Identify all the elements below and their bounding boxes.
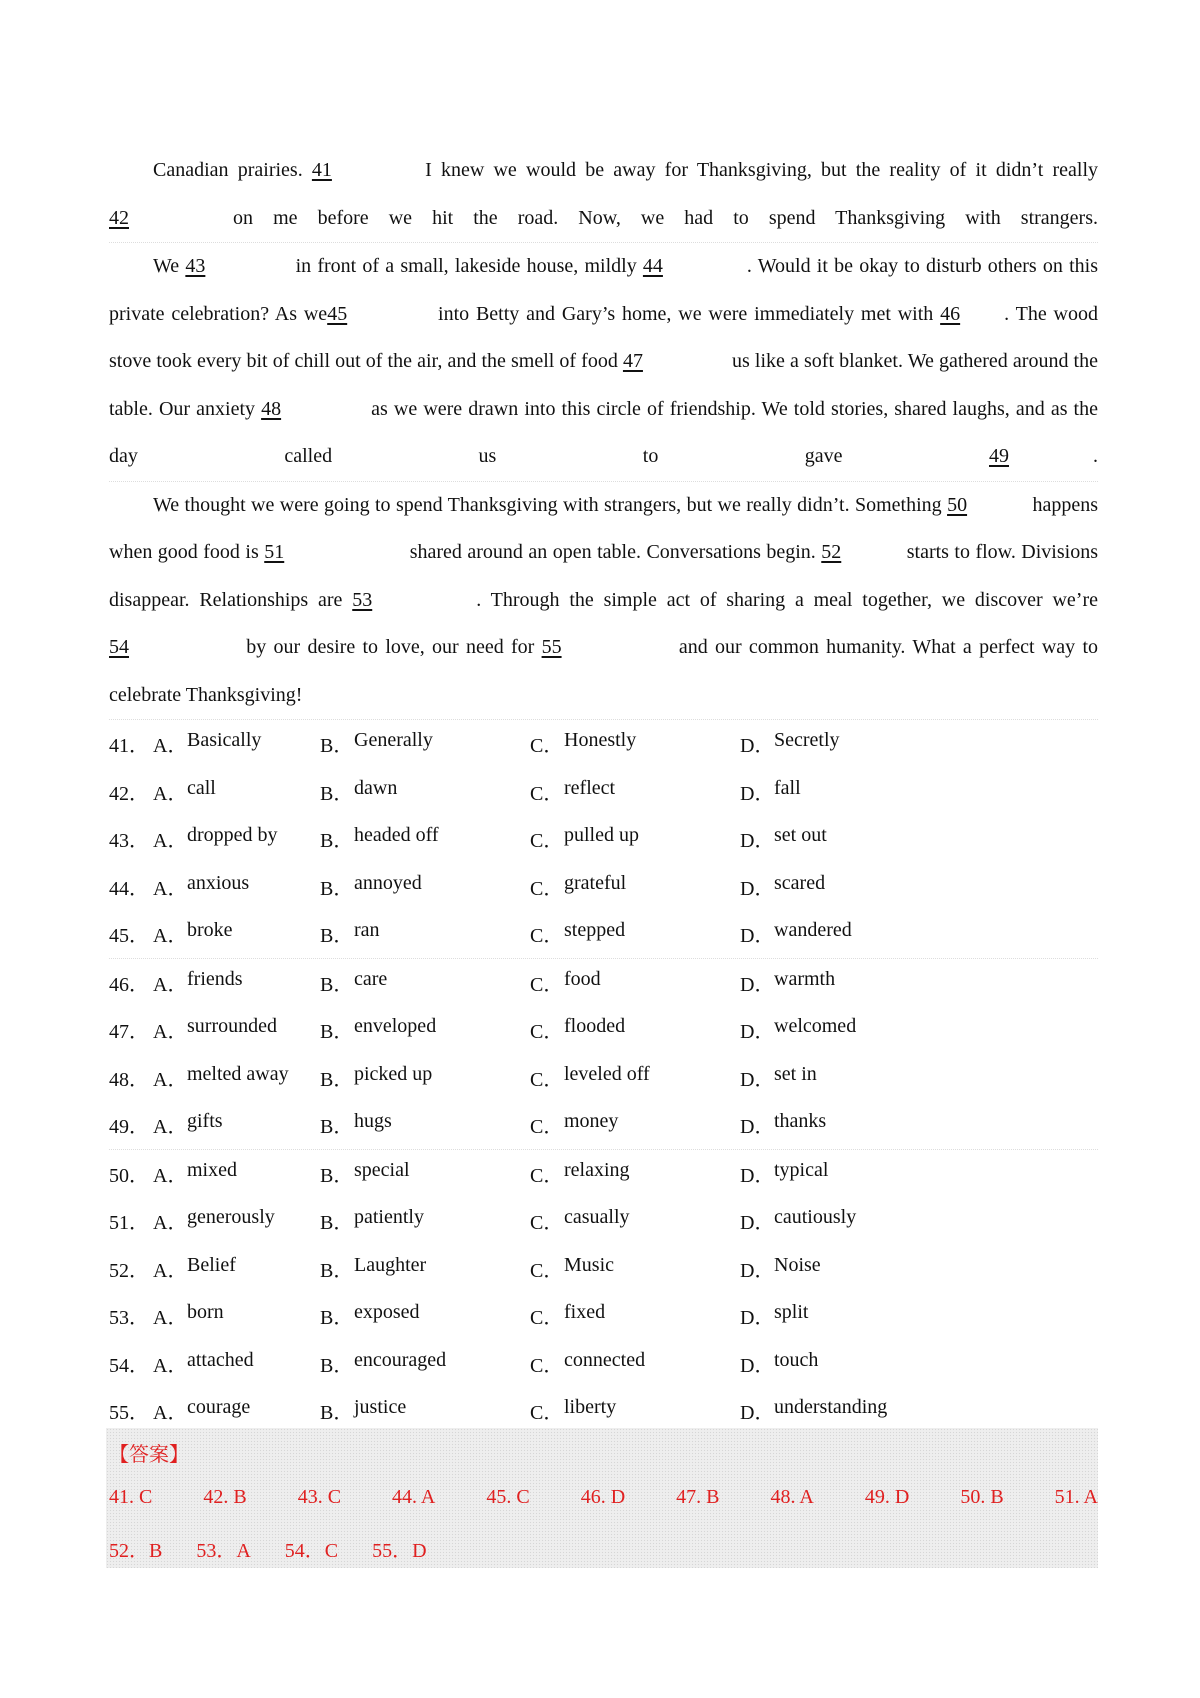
option-text: broke xyxy=(187,919,233,942)
passage-text: I knew we would be away for Thanksgiving, but the reality of it didn’t really xyxy=(415,159,1098,181)
question-number: 51． xyxy=(109,1212,149,1235)
question-number: 43． xyxy=(109,830,149,853)
option-text: surrounded xyxy=(187,1015,277,1038)
option-b xyxy=(320,1110,530,1139)
option-text: Belief xyxy=(187,1253,236,1276)
option-letter: D． xyxy=(740,925,775,948)
option-c xyxy=(530,1349,740,1378)
question-number: 41． xyxy=(109,735,149,758)
passage-text: . Through the simple act of sharing a meal together, we discover we’re xyxy=(476,588,1098,611)
answer-item: 51. A xyxy=(1054,1486,1098,1508)
option-c xyxy=(530,729,740,758)
passage-paragraph xyxy=(109,147,1098,243)
question-row xyxy=(109,1150,1098,1198)
option-c xyxy=(530,1015,740,1044)
passage-text: into Betty and Gary’s home, we were immediately met with xyxy=(431,302,941,325)
blank-51: 51 xyxy=(264,541,285,563)
option-text: Generally xyxy=(354,729,433,752)
answer-box xyxy=(106,1428,1098,1568)
passage-text: We thought we were going to spend Thanksgiving with strangers, but we really didn’t. Something xyxy=(153,493,948,516)
document-page xyxy=(109,147,1098,1436)
option-text: split xyxy=(774,1301,809,1324)
option-text: fixed xyxy=(564,1301,606,1324)
option-b xyxy=(320,777,530,806)
option-text: dropped by xyxy=(187,824,278,847)
option-c xyxy=(530,1254,740,1283)
passage-text: . xyxy=(1093,445,1098,467)
option-text: relaxing xyxy=(564,1158,630,1181)
option-b xyxy=(320,824,530,853)
answer-item: 42. B xyxy=(203,1486,247,1508)
blank-42: 42 xyxy=(109,206,129,229)
option-letter: A． xyxy=(153,973,188,996)
option-d xyxy=(740,1015,856,1044)
option-letter: B． xyxy=(320,1068,354,1091)
option-letter: B． xyxy=(320,925,354,948)
option-letter: A． xyxy=(153,1402,188,1425)
passage-text: . The wood stove took every bit of chill out of the air, and the smell of food xyxy=(109,302,1098,372)
option-d xyxy=(740,824,827,853)
blank-46: 46 xyxy=(940,302,961,325)
passage-text: Canadian prairies. xyxy=(153,159,312,181)
option-c xyxy=(530,872,740,901)
option-letter: A． xyxy=(153,782,188,805)
option-d xyxy=(740,1301,808,1330)
option-letter: C． xyxy=(530,830,564,853)
passage-text: on me before we hit the road. Now, we had to spend Thanksgiving with strangers. xyxy=(213,206,1098,229)
passage-text: . Would it be okay to disturb others on this private celebration? As we xyxy=(109,255,1098,325)
option-letter: C． xyxy=(530,973,564,996)
option-letter: D． xyxy=(740,830,775,853)
option-a xyxy=(153,1159,320,1188)
answer-item: 41. C xyxy=(109,1486,153,1508)
question-number: 45． xyxy=(109,925,149,948)
option-letter: B． xyxy=(320,1164,354,1187)
option-text: Laughter xyxy=(354,1253,427,1276)
option-letter: B． xyxy=(320,1354,354,1377)
answer-item: 45. C xyxy=(486,1486,530,1508)
option-b xyxy=(320,1396,530,1425)
option-letter: A． xyxy=(153,925,188,948)
option-d xyxy=(740,872,825,901)
option-text: generously xyxy=(187,1206,275,1229)
option-b xyxy=(320,919,530,948)
passage xyxy=(109,147,1098,720)
option-letter: B． xyxy=(320,735,354,758)
option-a xyxy=(153,1301,320,1330)
answer-item: 46. D xyxy=(580,1486,626,1508)
blank-52: 52 xyxy=(821,541,842,563)
blank-49: 49 xyxy=(989,445,1009,467)
option-a xyxy=(153,729,320,758)
option-d xyxy=(740,968,835,997)
option-text: set out xyxy=(774,824,827,847)
question-number: 49． xyxy=(109,1116,149,1139)
question-number: 42． xyxy=(109,782,149,805)
question-number: 44． xyxy=(109,877,149,900)
option-text: scared xyxy=(774,871,826,894)
option-c xyxy=(530,777,740,806)
option-letter: A． xyxy=(153,1259,188,1282)
option-c xyxy=(530,824,740,853)
option-text: fall xyxy=(774,776,801,799)
option-letter: C． xyxy=(530,1021,564,1044)
question-row xyxy=(109,1101,1098,1150)
blank-54: 54 xyxy=(109,636,129,658)
option-text: leveled off xyxy=(564,1062,650,1085)
option-letter: A． xyxy=(153,1307,188,1330)
option-text: friends xyxy=(187,967,243,990)
option-text: set in xyxy=(774,1062,817,1085)
option-letter: C． xyxy=(530,782,564,805)
answer-item: 47. B xyxy=(676,1486,720,1508)
option-letter: C． xyxy=(530,1116,564,1139)
option-a xyxy=(153,1110,320,1139)
passage-text: us like a soft blanket. We gathered around the table. Our anxiety xyxy=(109,350,1098,420)
blank-55: 55 xyxy=(541,636,562,658)
option-text: special xyxy=(354,1158,410,1181)
option-b xyxy=(320,1015,530,1044)
option-text: cautiously xyxy=(774,1206,857,1229)
question-number: 50． xyxy=(109,1164,149,1187)
option-a xyxy=(153,919,320,948)
option-b xyxy=(320,1159,530,1188)
passage-paragraph xyxy=(109,482,1098,721)
option-d xyxy=(740,729,840,758)
question-number: 46． xyxy=(109,973,149,996)
option-letter: C． xyxy=(530,1212,564,1235)
option-letter: D． xyxy=(740,1354,775,1377)
question-row xyxy=(109,1245,1098,1293)
option-text: warmth xyxy=(774,967,836,990)
option-letter: D． xyxy=(740,1116,775,1139)
answer-item: 44. A xyxy=(392,1486,436,1508)
blank-43: 43 xyxy=(185,255,206,277)
option-c xyxy=(530,968,740,997)
option-letter: C． xyxy=(530,735,564,758)
question-row xyxy=(109,910,1098,959)
question-row xyxy=(109,815,1098,863)
option-letter: C． xyxy=(530,1164,564,1187)
option-letter: B． xyxy=(320,1212,354,1235)
blank-50: 50 xyxy=(947,493,968,516)
passage-paragraph xyxy=(109,243,1098,482)
option-d xyxy=(740,1110,826,1139)
question-row xyxy=(109,959,1098,1007)
option-letter: D． xyxy=(740,1212,775,1235)
option-text: touch xyxy=(774,1348,819,1371)
option-letter: A． xyxy=(153,1164,188,1187)
option-text: welcomed xyxy=(774,1015,857,1038)
answer-row-1 xyxy=(109,1486,1098,1509)
answer-item: 48. A xyxy=(770,1486,814,1508)
option-text: Secretly xyxy=(774,729,840,752)
option-a xyxy=(153,1063,320,1092)
option-letter: D． xyxy=(740,973,775,996)
option-b xyxy=(320,1063,530,1092)
option-text: Music xyxy=(564,1253,614,1276)
option-letter: C． xyxy=(530,1307,564,1330)
option-letter: B． xyxy=(320,973,354,996)
option-text: casually xyxy=(564,1206,630,1229)
option-b xyxy=(320,872,530,901)
option-b xyxy=(320,968,530,997)
answer-item: 43. C xyxy=(297,1486,342,1508)
option-text: Honestly xyxy=(564,729,637,752)
option-d xyxy=(740,1159,828,1188)
option-letter: C． xyxy=(530,1068,564,1091)
question-number: 54． xyxy=(109,1354,149,1377)
option-text: thanks xyxy=(774,1110,827,1133)
question-row xyxy=(109,1054,1098,1102)
option-a xyxy=(153,872,320,901)
option-text: anxious xyxy=(187,871,250,894)
option-letter: A． xyxy=(153,735,188,758)
option-letter: D． xyxy=(740,735,775,758)
option-text: Noise xyxy=(774,1253,821,1276)
option-text: picked up xyxy=(354,1062,433,1085)
option-letter: D． xyxy=(740,1068,775,1091)
question-number: 52． xyxy=(109,1259,149,1282)
option-text: stepped xyxy=(564,919,626,942)
question-row xyxy=(109,768,1098,816)
option-letter: D． xyxy=(740,1259,775,1282)
option-text: hugs xyxy=(354,1110,392,1133)
option-d xyxy=(740,777,801,806)
answer-item: 53．A xyxy=(196,1540,251,1562)
answer-item: 50. B xyxy=(960,1486,1004,1508)
option-c xyxy=(530,1396,740,1425)
option-letter: C． xyxy=(530,1402,564,1425)
question-row xyxy=(109,1006,1098,1054)
option-a xyxy=(153,1349,320,1378)
passage-text: starts to flow. Divisions disappear. Relationships are xyxy=(109,541,1098,611)
blank-45: 45 xyxy=(327,302,348,325)
blank-48: 48 xyxy=(261,397,282,420)
option-a xyxy=(153,968,320,997)
option-b xyxy=(320,729,530,758)
option-b xyxy=(320,1301,530,1330)
option-d xyxy=(740,1254,821,1283)
option-text: justice xyxy=(354,1396,407,1419)
option-text: gifts xyxy=(187,1110,223,1133)
passage-text: shared around an open table. Conversations begin. xyxy=(404,541,822,563)
option-text: melted away xyxy=(187,1062,289,1085)
option-text: born xyxy=(187,1301,224,1324)
option-letter: A． xyxy=(153,830,188,853)
option-text: attached xyxy=(187,1348,254,1371)
option-b xyxy=(320,1254,530,1283)
question-row xyxy=(109,1340,1098,1388)
answer-title: 【答案】 xyxy=(109,1442,189,1466)
question-row xyxy=(109,863,1098,911)
option-text: wandered xyxy=(774,919,852,942)
option-a xyxy=(153,824,320,853)
option-a xyxy=(153,1015,320,1044)
option-letter: B． xyxy=(320,877,354,900)
option-text: connected xyxy=(564,1348,646,1371)
option-text: pulled up xyxy=(564,824,639,847)
question-number: 55． xyxy=(109,1402,149,1425)
option-text: understanding xyxy=(774,1396,888,1419)
question-row xyxy=(109,1197,1098,1245)
option-text: patiently xyxy=(354,1206,424,1229)
option-d xyxy=(740,1349,818,1378)
option-letter: D． xyxy=(740,877,775,900)
passage-text: by our desire to love, our need for xyxy=(239,636,542,658)
blank-47: 47 xyxy=(622,350,643,372)
option-letter: C． xyxy=(530,1354,564,1377)
option-letter: C． xyxy=(530,877,564,900)
question-number: 48． xyxy=(109,1068,149,1091)
option-letter: B． xyxy=(320,1307,354,1330)
option-d xyxy=(740,1206,856,1235)
option-a xyxy=(153,777,320,806)
passage-text: as we were drawn into this circle of friendship. We told stories, shared laughs, and as the day called us to gave xyxy=(109,397,1098,467)
option-letter: C． xyxy=(530,925,564,948)
option-letter: B． xyxy=(320,1402,354,1425)
option-text: mixed xyxy=(187,1158,237,1181)
option-c xyxy=(530,1206,740,1235)
option-b xyxy=(320,1206,530,1235)
option-letter: B． xyxy=(320,1259,354,1282)
option-letter: B． xyxy=(320,830,354,853)
option-text: headed off xyxy=(354,824,439,847)
option-letter: A． xyxy=(153,877,188,900)
option-letter: A． xyxy=(153,1116,188,1139)
option-text: exposed xyxy=(354,1301,420,1324)
option-c xyxy=(530,1159,740,1188)
option-text: reflect xyxy=(564,776,616,799)
option-letter: D． xyxy=(740,1021,775,1044)
option-letter: B． xyxy=(320,782,354,805)
blank-44: 44 xyxy=(642,255,663,277)
option-d xyxy=(740,919,852,948)
option-letter: D． xyxy=(740,782,775,805)
option-letter: D． xyxy=(740,1402,775,1425)
option-text: liberty xyxy=(564,1396,617,1419)
option-letter: A． xyxy=(153,1021,188,1044)
passage-text: in front of a small, lakeside house, mildly xyxy=(289,255,643,277)
option-letter: A． xyxy=(153,1212,188,1235)
option-text: grateful xyxy=(564,871,627,894)
passage-text: We xyxy=(153,255,186,277)
option-d xyxy=(740,1396,887,1425)
option-a xyxy=(153,1206,320,1235)
passage-text: happens when good food is xyxy=(109,493,1098,563)
option-a xyxy=(153,1396,320,1425)
option-c xyxy=(530,1110,740,1139)
question-number: 47． xyxy=(109,1021,149,1044)
option-letter: A． xyxy=(153,1068,188,1091)
option-text: dawn xyxy=(354,776,398,799)
answer-item: 52．B xyxy=(109,1540,163,1562)
option-text: food xyxy=(564,967,601,990)
option-letter: B． xyxy=(320,1116,354,1139)
option-letter: B． xyxy=(320,1021,354,1044)
question-row xyxy=(109,720,1098,768)
option-text: courage xyxy=(187,1396,251,1419)
option-text: care xyxy=(354,967,388,990)
option-text: enveloped xyxy=(354,1015,437,1038)
option-letter: D． xyxy=(740,1164,775,1187)
option-text: Basically xyxy=(187,729,262,752)
option-d xyxy=(740,1063,817,1092)
option-letter: A． xyxy=(153,1354,188,1377)
option-text: encouraged xyxy=(354,1348,447,1371)
option-c xyxy=(530,1063,740,1092)
question-list xyxy=(109,720,1098,1436)
option-text: money xyxy=(564,1110,619,1133)
option-a xyxy=(153,1254,320,1283)
passage-text: and our common humanity. What a perfect way to celebrate Thanksgiving! xyxy=(109,636,1098,706)
question-row xyxy=(109,1292,1098,1340)
option-b xyxy=(320,1349,530,1378)
option-c xyxy=(530,1301,740,1330)
option-text: typical xyxy=(774,1158,829,1181)
answer-item: 49. D xyxy=(864,1486,910,1508)
question-number: 53． xyxy=(109,1307,149,1330)
blank-41: 41 xyxy=(311,159,332,181)
answer-item: 55．D xyxy=(372,1540,427,1562)
answer-item: 54．C xyxy=(284,1540,339,1562)
option-text: annoyed xyxy=(354,871,422,894)
option-letter: C． xyxy=(530,1259,564,1282)
option-text: flooded xyxy=(564,1015,626,1038)
option-letter: D． xyxy=(740,1307,775,1330)
answer-row-2 xyxy=(109,1534,461,1563)
option-text: call xyxy=(187,776,216,799)
option-text: ran xyxy=(354,919,380,942)
option-c xyxy=(530,919,740,948)
blank-53: 53 xyxy=(352,588,373,611)
